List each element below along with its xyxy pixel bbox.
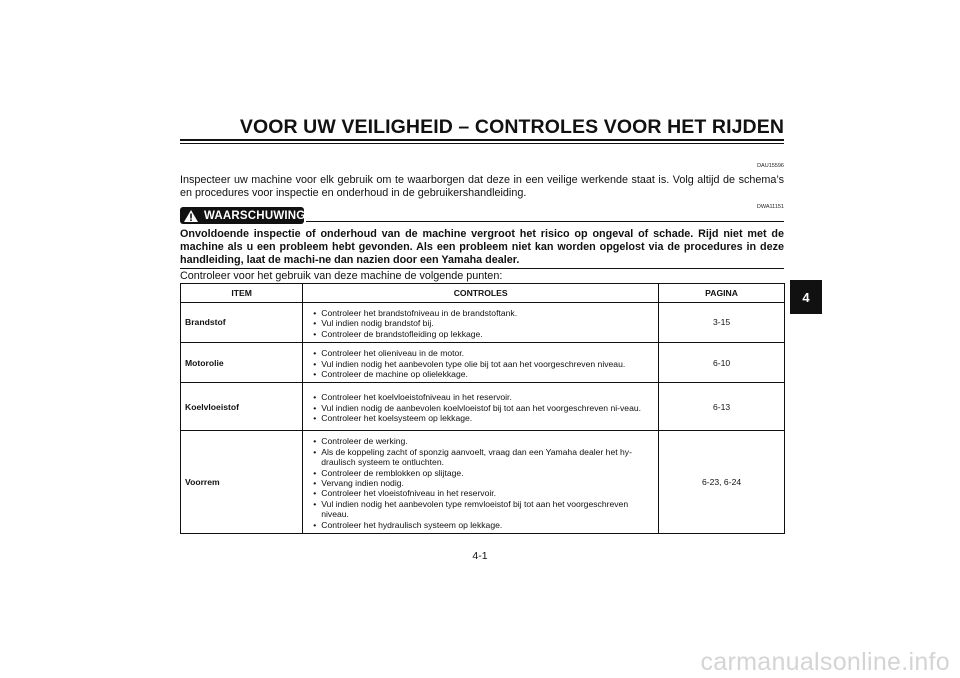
- header-page: PAGINA: [659, 284, 785, 303]
- control-step: • Controleer het vloeistofniveau in het reservoir.: [313, 488, 654, 498]
- table-row: [181, 303, 785, 343]
- row-item: Brandstof: [181, 303, 303, 343]
- control-step: • Als de koppeling zacht of sponzig aanvoelt, vraag dan een Yamaha dealer het hy-draulisch systeem te ontluchten.: [313, 447, 654, 468]
- control-step: • Controleer de remblokken op slijtage.: [313, 468, 654, 478]
- table-row: [181, 383, 785, 431]
- control-step: • Controleer het brandstofniveau in de brandstoftank.: [313, 308, 654, 318]
- warning-triangle-icon: [183, 209, 199, 223]
- warning-rule: [306, 221, 784, 222]
- warning-badge: [180, 207, 304, 224]
- checklist-lead: Controleer voor het gebruik van deze machine de volgende punten:: [180, 270, 503, 282]
- table-row: [181, 343, 785, 383]
- row-controls: [303, 431, 659, 534]
- control-step: • Vul indien nodig het aanbevolen type remvloeistof bij tot aan het voorgeschreven niveau.: [313, 499, 654, 520]
- control-step: • Controleer de werking.: [313, 436, 654, 446]
- control-step: • Vul indien nodig de aanbevolen koelvloeistof bij tot aan het voorgeschreven ni-veau.: [313, 403, 654, 413]
- control-step: • Controleer het koelsysteem op lekkage.: [313, 413, 654, 423]
- row-item: Motorolie: [181, 343, 303, 383]
- warning-end-rule: [180, 268, 784, 269]
- control-step: • Controleer het hydraulisch systeem op lekkage.: [313, 520, 654, 530]
- header-controls: CONTROLES: [303, 284, 659, 303]
- checklist-table: [180, 283, 785, 534]
- intro-paragraph: Inspecteer uw machine voor elk gebruik om te waarborgen dat deze in een veilige werkende staat is. Volg altijd de schema’s en procedures voor inspectie en onderhoud in de gebruikershandleiding.: [180, 174, 784, 199]
- chapter-tab: 4: [790, 280, 822, 314]
- row-item: Koelvloeistof: [181, 383, 303, 431]
- row-page: 3-15: [659, 303, 785, 343]
- page-number: 4-1: [472, 550, 488, 562]
- row-page: 6-23, 6-24: [659, 431, 785, 534]
- title-rule-thin: [180, 143, 784, 144]
- row-page: 6-13: [659, 383, 785, 431]
- warning-reference-code: DWA11151: [756, 204, 784, 210]
- control-step: • Vul indien nodig brandstof bij.: [313, 318, 654, 328]
- title-rule: [180, 139, 784, 141]
- control-step: • Controleer het olieniveau in de motor.: [313, 348, 654, 358]
- header-item: ITEM: [181, 284, 303, 303]
- control-step: • Vul indien nodig het aanbevolen type olie bij tot aan het voorgeschreven niveau.: [313, 359, 654, 369]
- control-step: • Controleer de machine op olielekkage.: [313, 369, 654, 379]
- warning-text: Onvoldoende inspectie of onderhoud van de machine vergroot het risico op ongeval of schade. Rijd niet met de machine als u een probleem hebt gevonden. Als een probleem niet kan worden opgelost via de procedures in deze handleiding, laat de machi-ne dan nazien door een Yamaha dealer.: [180, 228, 784, 266]
- row-controls: [303, 383, 659, 431]
- row-controls: [303, 303, 659, 343]
- watermark: carmanualsonline.info: [700, 648, 950, 676]
- control-step: • Controleer het koelvloeistofniveau in het reservoir.: [313, 392, 654, 402]
- control-step: • Vervang indien nodig.: [313, 478, 654, 488]
- row-item: Voorrem: [181, 431, 303, 534]
- table-row: [181, 431, 785, 534]
- intro-reference-code: DAU15596: [757, 163, 784, 169]
- warning-label: WAARSCHUWING: [204, 209, 306, 222]
- page-title: VOOR UW VEILIGHEID – CONTROLES VOOR HET RIJDEN: [239, 116, 784, 138]
- row-page: 6-10: [659, 343, 785, 383]
- control-step: • Controleer de brandstofleiding op lekkage.: [313, 329, 654, 339]
- row-controls: [303, 343, 659, 383]
- table-header-row: [181, 284, 785, 303]
